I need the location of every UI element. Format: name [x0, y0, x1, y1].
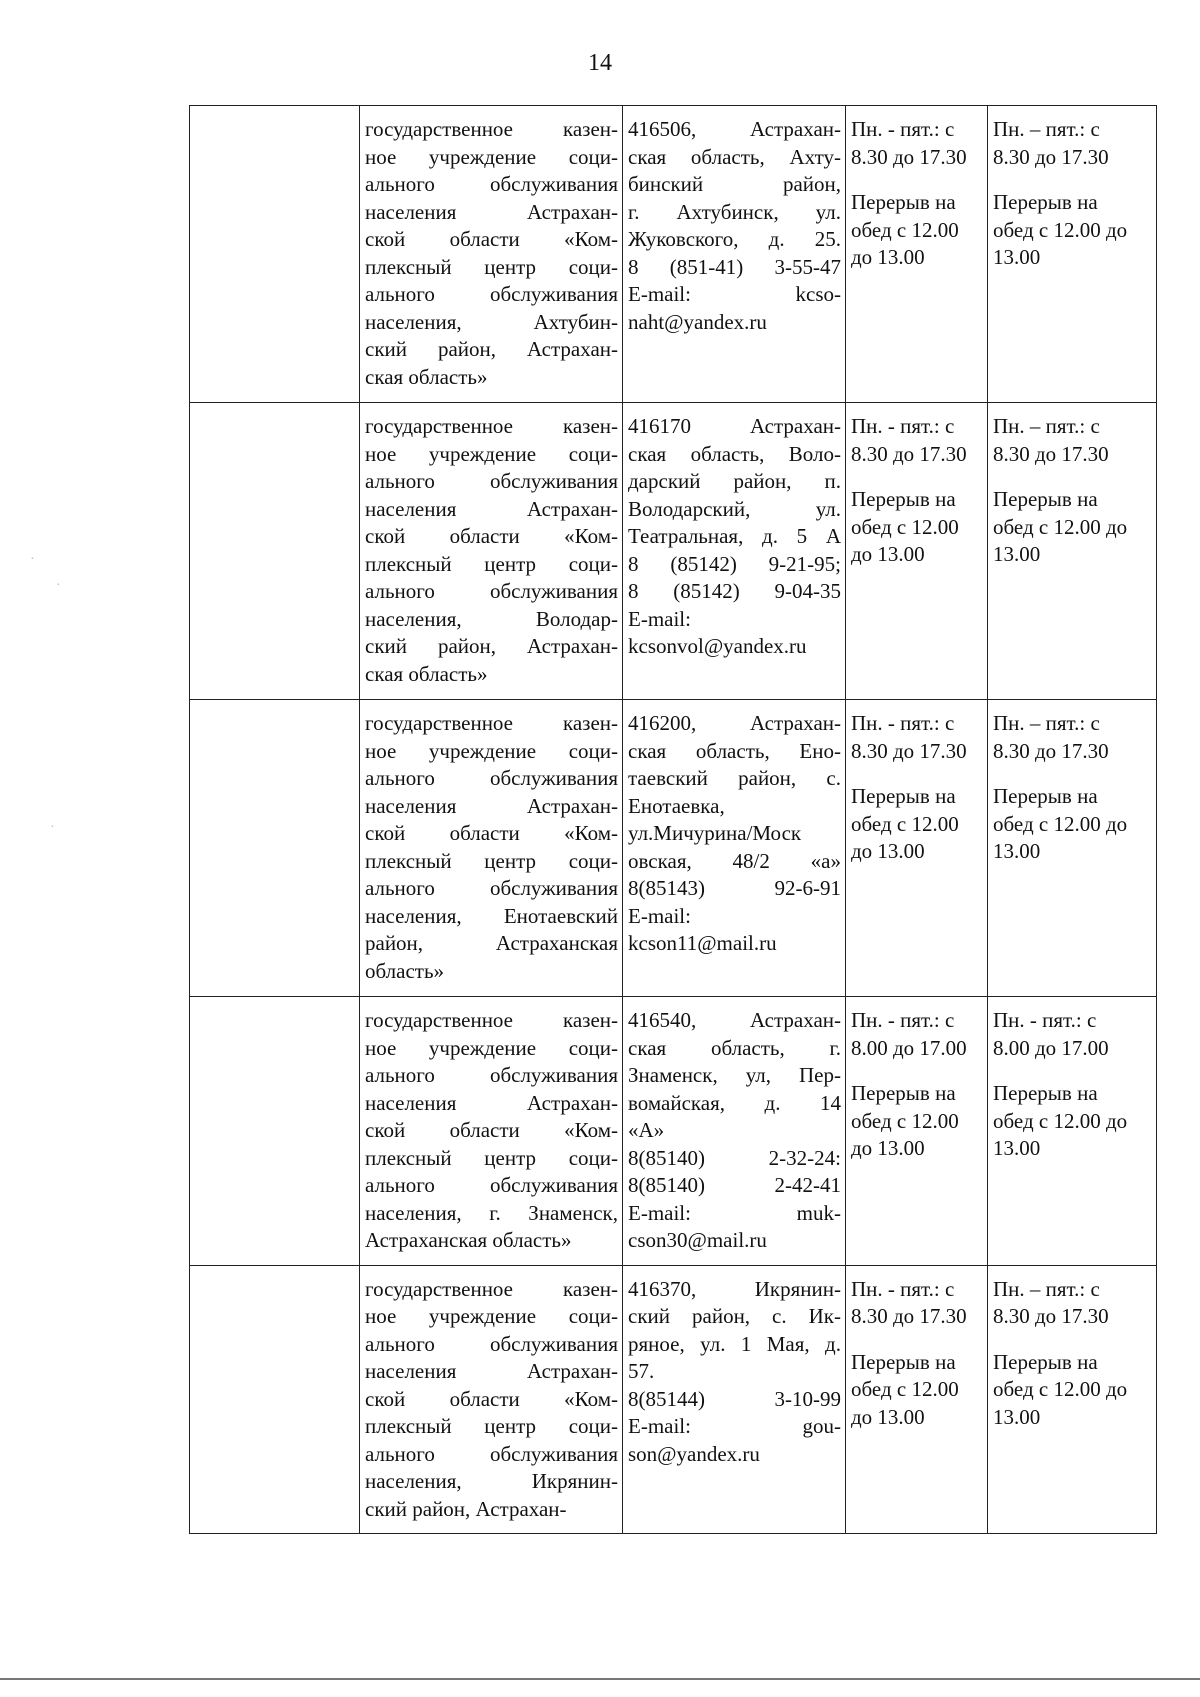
spacer — [851, 1331, 983, 1349]
lunch-break-line: обед с 12.00 до — [993, 1377, 1128, 1401]
address-cell-line: son@yandex.ru — [628, 1441, 760, 1466]
work-hours-line: 8.30 до 17.30 — [851, 441, 967, 466]
org-name-cell-line: ская область» — [365, 661, 488, 686]
org-name-cell-line: ное учреждение соци- — [365, 738, 618, 763]
org-name-cell-line: ской области «Ком- — [365, 1118, 618, 1142]
address-cell-line: Жуковского, д. 25. — [628, 227, 841, 251]
address-cell-line: E-mail: — [628, 903, 691, 928]
lunch-break-line: до 13.00 — [851, 839, 925, 863]
work-hours-line: 8.30 до 17.30 — [851, 1304, 967, 1328]
org-name-cell-line: ального обслуживания — [365, 579, 618, 603]
lunch-break-line: Перерыв на — [993, 1081, 1098, 1105]
work-hours-line: 8.00 до 17.00 — [993, 1035, 1109, 1060]
org-name-cell-line: населения, Володар- — [365, 606, 618, 631]
empty-cell — [190, 1265, 360, 1534]
org-name-cell-line: область» — [365, 958, 445, 983]
work-hours-line: 8.30 до 17.30 — [851, 738, 967, 763]
work-hours-line: Пн. – пят.: с — [993, 1276, 1100, 1301]
org-name-cell-line: населения, Икрянин- — [365, 1469, 618, 1493]
org-name-cell-line: государственное казен- — [365, 117, 618, 141]
lunch-break-line: обед с 12.00 — [851, 514, 959, 539]
address-cell-line: E-mail: gou- — [628, 1414, 841, 1438]
address-cell-line: г. Ахтубинск, ул. — [628, 199, 841, 224]
institutions-table — [189, 105, 1157, 1534]
lunch-break-line: до 13.00 — [851, 1136, 925, 1160]
work-hours-line: Пн. - пят.: с — [851, 711, 955, 735]
org-name-cell-line: населения Астрахан- — [365, 1359, 618, 1383]
address-cell-line: 8 (851-41) 3-55-47 — [628, 254, 841, 279]
address-cell-line: E-mail: — [628, 606, 691, 631]
empty-cell — [190, 997, 360, 1266]
work-hours-line: Пн. - пят.: с — [851, 117, 955, 141]
address-cell-line: ряное, ул. 1 Мая, д. — [628, 1331, 841, 1356]
lunch-break-line: до 13.00 — [851, 542, 925, 566]
schedule-cell — [846, 997, 988, 1266]
address-cell-line: 8 (85142) 9-04-35 — [628, 579, 841, 603]
spacer — [993, 765, 1152, 783]
spacer — [993, 468, 1152, 486]
work-hours-line: 8.30 до 17.30 — [993, 1304, 1109, 1328]
lunch-break-line: Перерыв на — [993, 487, 1098, 511]
org-name-cell-line: ального обслуживания — [365, 1173, 618, 1197]
org-name-cell-line: плексный центр соци- — [365, 848, 618, 873]
schedule-cell — [846, 403, 988, 700]
address-cell-line: Театральная, д. 5 А — [628, 524, 841, 548]
address-cell-line: Знаменск, ул, Пер- — [628, 1063, 841, 1087]
address-cell — [623, 106, 846, 403]
org-name-cell-line: государственное казен- — [365, 1008, 618, 1032]
lunch-break-line: Перерыв на — [851, 190, 956, 214]
schedule-cell — [846, 106, 988, 403]
org-name-cell-line: ский район, Астрахан- — [365, 634, 618, 658]
schedule-cell-alt — [988, 1265, 1157, 1534]
work-hours-line: 8.30 до 17.30 — [993, 738, 1109, 763]
org-name-cell-line: государственное казен- — [365, 1276, 618, 1301]
lunch-break-line: Перерыв на — [993, 784, 1098, 808]
lunch-break-line: Перерыв на — [851, 784, 956, 808]
address-cell-line: 416506, Астрахан- — [628, 117, 841, 141]
lunch-break-line: Перерыв на — [851, 1081, 956, 1105]
lunch-break-line: до 13.00 — [851, 1404, 925, 1429]
lunch-break-line: Перерыв на — [851, 1349, 956, 1374]
org-name-cell-line: ное учреждение соци- — [365, 1035, 618, 1060]
org-name-cell-line: ное учреждение соци- — [365, 441, 618, 466]
org-name-cell-line: государственное казен- — [365, 711, 618, 735]
table-row — [190, 403, 1157, 700]
address-cell-line: 416170 Астрахан- — [628, 414, 841, 438]
org-name-cell — [360, 1265, 623, 1534]
address-cell-line: 416540, Астрахан- — [628, 1008, 841, 1032]
address-cell-line: ул.Мичурина/Моск — [628, 821, 802, 845]
scan-mark: · — [56, 578, 61, 593]
org-name-cell — [360, 403, 623, 700]
table-row — [190, 700, 1157, 997]
schedule-cell — [846, 700, 988, 997]
lunch-break-line: Перерыв на — [993, 1349, 1098, 1374]
org-name-cell-line: ального обслуживания — [365, 282, 618, 306]
spacer — [993, 1331, 1152, 1349]
schedule-cell-alt — [988, 700, 1157, 997]
work-hours-line: 8.00 до 17.00 — [851, 1035, 967, 1060]
schedule-cell-alt — [988, 106, 1157, 403]
empty-cell — [190, 700, 360, 997]
page-number: 14 — [588, 50, 612, 76]
scan-mark: · — [30, 552, 35, 567]
lunch-break-line: Перерыв на — [993, 190, 1098, 214]
org-name-cell-line: ное учреждение соци- — [365, 144, 618, 169]
org-name-cell-line: плексный центр соци- — [365, 551, 618, 576]
org-name-cell-line: ального обслуживания — [365, 876, 618, 900]
work-hours-line: 8.30 до 17.30 — [851, 144, 967, 169]
work-hours-line: 8.30 до 17.30 — [993, 441, 1109, 466]
org-name-cell — [360, 700, 623, 997]
spacer — [993, 1062, 1152, 1080]
address-cell — [623, 403, 846, 700]
lunch-break-line: обед с 12.00 — [851, 217, 959, 242]
address-cell-line: 8 (85142) 9-21-95; — [628, 551, 841, 576]
lunch-break-line: обед с 12.00 до — [993, 217, 1128, 242]
address-cell-line: «А» — [628, 1118, 665, 1142]
spacer — [851, 171, 983, 189]
address-cell-line: E-mail: muk- — [628, 1200, 841, 1225]
org-name-cell-line: плексный центр соци- — [365, 1145, 618, 1170]
org-name-cell-line: населения Астрахан- — [365, 1090, 618, 1115]
work-hours-line: Пн. - пят.: с — [851, 1276, 955, 1301]
org-name-cell-line: населения Астрахан- — [365, 496, 618, 521]
address-cell-line: ская область, Ено- — [628, 738, 841, 763]
address-cell-line: kcsonvol@yandex.ru — [628, 634, 807, 658]
spacer — [851, 468, 983, 486]
address-cell-line: 8(85140) 2-42-41 — [628, 1173, 841, 1197]
work-hours-line: Пн. – пят.: с — [993, 414, 1100, 438]
work-hours-line: Пн. - пят.: с — [851, 1008, 955, 1032]
org-name-cell-line: ский район, Астрахан- — [365, 337, 618, 361]
table-row — [190, 997, 1157, 1266]
address-cell-line: ская область, Ахту- — [628, 144, 841, 169]
org-name-cell-line: ской области «Ком- — [365, 524, 618, 548]
org-name-cell — [360, 106, 623, 403]
spacer — [851, 765, 983, 783]
work-hours-line: Пн. - пят.: с — [993, 1008, 1097, 1032]
address-cell-line: бинский район, — [628, 172, 841, 196]
org-name-cell-line: ального обслуживания — [365, 469, 618, 493]
work-hours-line: Пн. - пят.: с — [851, 414, 955, 438]
address-cell-line: Володарский, ул. — [628, 496, 841, 521]
lunch-break-line: обед с 12.00 — [851, 1377, 959, 1401]
org-name-cell-line: ального обслуживания — [365, 172, 618, 196]
org-name-cell-line: ской области «Ком- — [365, 227, 618, 251]
address-cell-line: cson30@mail.ru — [628, 1228, 767, 1252]
org-name-cell-line: населения, Енотаевский — [365, 903, 618, 928]
lunch-break-line: 13.00 — [993, 1136, 1041, 1160]
table-row — [190, 106, 1157, 403]
address-cell-line: naht@yandex.ru — [628, 309, 767, 334]
org-name-cell-line: населения, Ахтубин- — [365, 309, 618, 334]
org-name-cell-line: Астраханская область» — [365, 1228, 572, 1252]
address-cell-line: 8(85144) 3-10-99 — [628, 1386, 841, 1411]
org-name-cell-line: населения Астрахан- — [365, 793, 618, 818]
lunch-break-line: до 13.00 — [851, 245, 925, 269]
schedule-cell-alt — [988, 403, 1157, 700]
work-hours-line: Пн. – пят.: с — [993, 711, 1100, 735]
table-row — [190, 1265, 1157, 1534]
lunch-break-line: обед с 12.00 до — [993, 1108, 1128, 1133]
schedule-cell-alt — [988, 997, 1157, 1266]
scan-mark: · — [50, 820, 55, 835]
org-name-cell-line: плексный центр соци- — [365, 254, 618, 279]
address-cell-line: ская область, Воло- — [628, 441, 841, 466]
empty-cell — [190, 403, 360, 700]
bottom-edge-line — [0, 1678, 1200, 1680]
lunch-break-line: 13.00 — [993, 839, 1041, 863]
work-hours-line: Пн. – пят.: с — [993, 117, 1100, 141]
empty-cell — [190, 106, 360, 403]
org-name-cell-line: плексный центр соци- — [365, 1414, 618, 1438]
org-name-cell-line: ской области «Ком- — [365, 1386, 618, 1411]
spacer — [993, 171, 1152, 189]
address-cell-line: 416200, Астрахан- — [628, 711, 841, 735]
org-name-cell-line: район, Астраханская — [365, 931, 618, 955]
lunch-break-line: 13.00 — [993, 542, 1041, 566]
org-name-cell-line: ального обслуживания — [365, 1063, 618, 1087]
address-cell-line: Енотаевка, — [628, 793, 725, 818]
address-cell-line: овская, 48/2 «а» — [628, 848, 841, 873]
address-cell-line: вомайская, д. 14 — [628, 1090, 841, 1115]
address-cell — [623, 997, 846, 1266]
spacer — [851, 1062, 983, 1080]
org-name-cell-line: ального обслуживания — [365, 1441, 618, 1466]
address-cell-line: E-mail: kcso- — [628, 282, 841, 306]
org-name-cell-line: ное учреждение соци- — [365, 1304, 618, 1328]
address-cell-line: ский район, с. Ик- — [628, 1304, 841, 1328]
table-body — [190, 106, 1157, 1534]
lunch-break-line: Перерыв на — [851, 487, 956, 511]
org-name-cell-line: населения, г. Знаменск, — [365, 1200, 618, 1225]
address-cell-line: 416370, Икрянин- — [628, 1276, 841, 1301]
address-cell-line: 8(85140) 2-32-24: — [628, 1145, 841, 1170]
address-cell — [623, 700, 846, 997]
lunch-break-line: обед с 12.00 — [851, 811, 959, 836]
work-hours-line: 8.30 до 17.30 — [993, 144, 1109, 169]
address-cell-line: таевский район, с. — [628, 766, 841, 790]
lunch-break-line: обед с 12.00 до — [993, 811, 1128, 836]
org-name-cell-line: ский район, Астрахан- — [365, 1496, 567, 1521]
address-cell-line: 57. — [628, 1359, 655, 1383]
lunch-break-line: обед с 12.00 до — [993, 514, 1128, 539]
org-name-cell-line: ального обслуживания — [365, 1331, 618, 1356]
lunch-break-line: 13.00 — [993, 1404, 1041, 1429]
org-name-cell-line: государственное казен- — [365, 414, 618, 438]
address-cell-line: ская область, г. — [628, 1035, 841, 1060]
lunch-break-line: обед с 12.00 — [851, 1108, 959, 1133]
org-name-cell-line: ская область» — [365, 364, 488, 389]
schedule-cell — [846, 1265, 988, 1534]
org-name-cell — [360, 997, 623, 1266]
lunch-break-line: 13.00 — [993, 245, 1041, 269]
org-name-cell-line: ской области «Ком- — [365, 821, 618, 845]
org-name-cell-line: ального обслуживания — [365, 766, 618, 790]
address-cell-line: kcson11@mail.ru — [628, 931, 777, 955]
address-cell — [623, 1265, 846, 1534]
address-cell-line: 8(85143) 92-6-91 — [628, 876, 841, 900]
address-cell-line: дарский район, п. — [628, 469, 841, 493]
org-name-cell-line: населения Астрахан- — [365, 199, 618, 224]
